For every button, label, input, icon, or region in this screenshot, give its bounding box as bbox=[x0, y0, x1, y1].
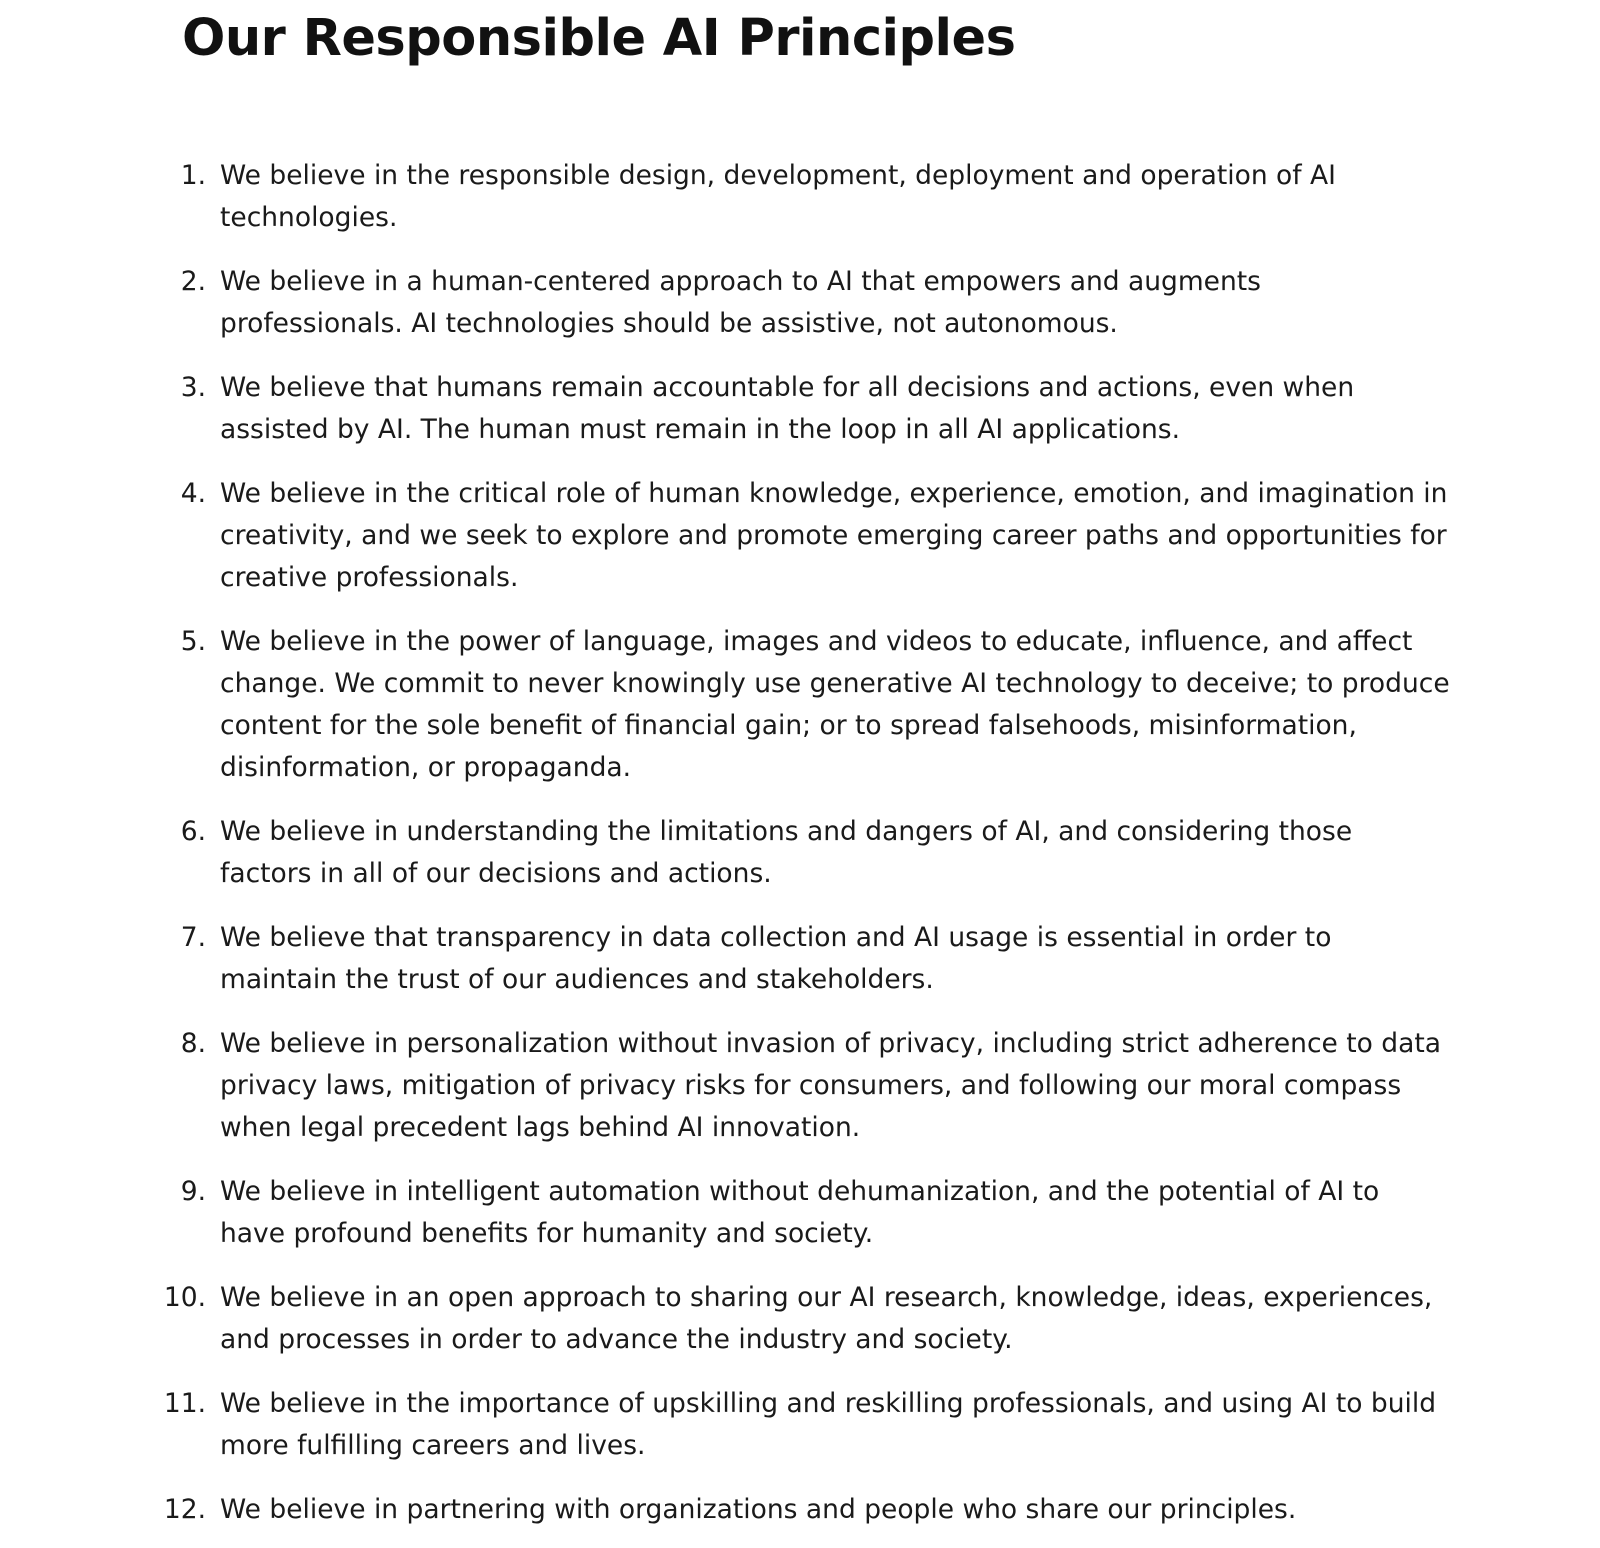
list-item bbox=[0, 1277, 1600, 1361]
list-item-number: 11. bbox=[163, 1388, 206, 1420]
list-item-text: We believe in the responsible design, development, deployment and operation of AI technologies. bbox=[220, 160, 1336, 234]
list-item bbox=[0, 811, 1600, 895]
list-item-number: 2. bbox=[180, 266, 206, 298]
list-item-text: We believe in the critical role of human knowledge, experience, emotion, and imagination in creativity, and we seek to explore and promote emerging career paths and opportunities for creative professionals. bbox=[220, 478, 1448, 594]
list-item-text: We believe in personalization without invasion of privacy, including strict adherence to data privacy laws, mitigation of privacy risks for consumers, and following our moral compass when legal precedent lags behind AI innovation. bbox=[220, 1028, 1441, 1144]
list-item bbox=[0, 473, 1600, 599]
list-item-number: 1. bbox=[180, 160, 206, 192]
list-item-text: We believe in intelligent automation without dehumanization, and the potential of AI to have profound benefits for humanity and society. bbox=[220, 1176, 1380, 1250]
list-item-number: 8. bbox=[180, 1028, 206, 1060]
list-item-number: 9. bbox=[180, 1176, 206, 1208]
list-item bbox=[0, 917, 1600, 1001]
list-item-number: 10. bbox=[163, 1282, 206, 1314]
list-item-text: We believe in the importance of upskilling and reskilling professionals, and using AI to build more fulfilling careers and lives. bbox=[220, 1388, 1437, 1462]
list-item-number: 5. bbox=[180, 626, 206, 658]
list-item-number: 4. bbox=[180, 478, 206, 510]
page-title: Our Responsible AI Principles bbox=[182, 9, 1016, 68]
principles-list bbox=[0, 69, 1600, 1531]
list-item bbox=[0, 1489, 1600, 1531]
list-item bbox=[0, 367, 1600, 451]
list-item bbox=[0, 1171, 1600, 1255]
list-item-text: We believe that transparency in data collection and AI usage is essential in order to maintain the trust of our audiences and stakeholders. bbox=[220, 922, 1332, 996]
list-item-number: 7. bbox=[180, 922, 206, 954]
list-item-text: We believe in the power of language, images and videos to educate, influence, and affect change. We commit to never knowingly use generative AI technology to deceive; to produce content for the sole benefit of financial gain; or to spread falsehoods, misinformation, disinformation, or propaganda. bbox=[220, 626, 1450, 784]
list-item-text: We believe in partnering with organizations and people who share our principles. bbox=[220, 1494, 1297, 1526]
list-item bbox=[0, 621, 1600, 789]
list-item-number: 3. bbox=[180, 372, 206, 404]
list-item bbox=[0, 261, 1600, 345]
list-item bbox=[0, 1383, 1600, 1467]
list-item-text: We believe in an open approach to sharing our AI research, knowledge, ideas, experiences, and processes in order to advance the industry and society. bbox=[220, 1282, 1433, 1356]
list-item-text: We believe in a human-centered approach to AI that empowers and augments professionals. AI technologies should be assistive, not autonomous. bbox=[220, 266, 1261, 340]
list-item-number: 12. bbox=[163, 1494, 206, 1526]
list-item-text: We believe in understanding the limitations and dangers of AI, and considering those factors in all of our decisions and actions. bbox=[220, 816, 1353, 890]
list-item bbox=[0, 155, 1600, 239]
list-item bbox=[0, 1023, 1600, 1149]
list-item-number: 6. bbox=[180, 816, 206, 848]
list-item-text: We believe that humans remain accountable for all decisions and actions, even when assisted by AI. The human must remain in the loop in all AI applications. bbox=[220, 372, 1355, 446]
